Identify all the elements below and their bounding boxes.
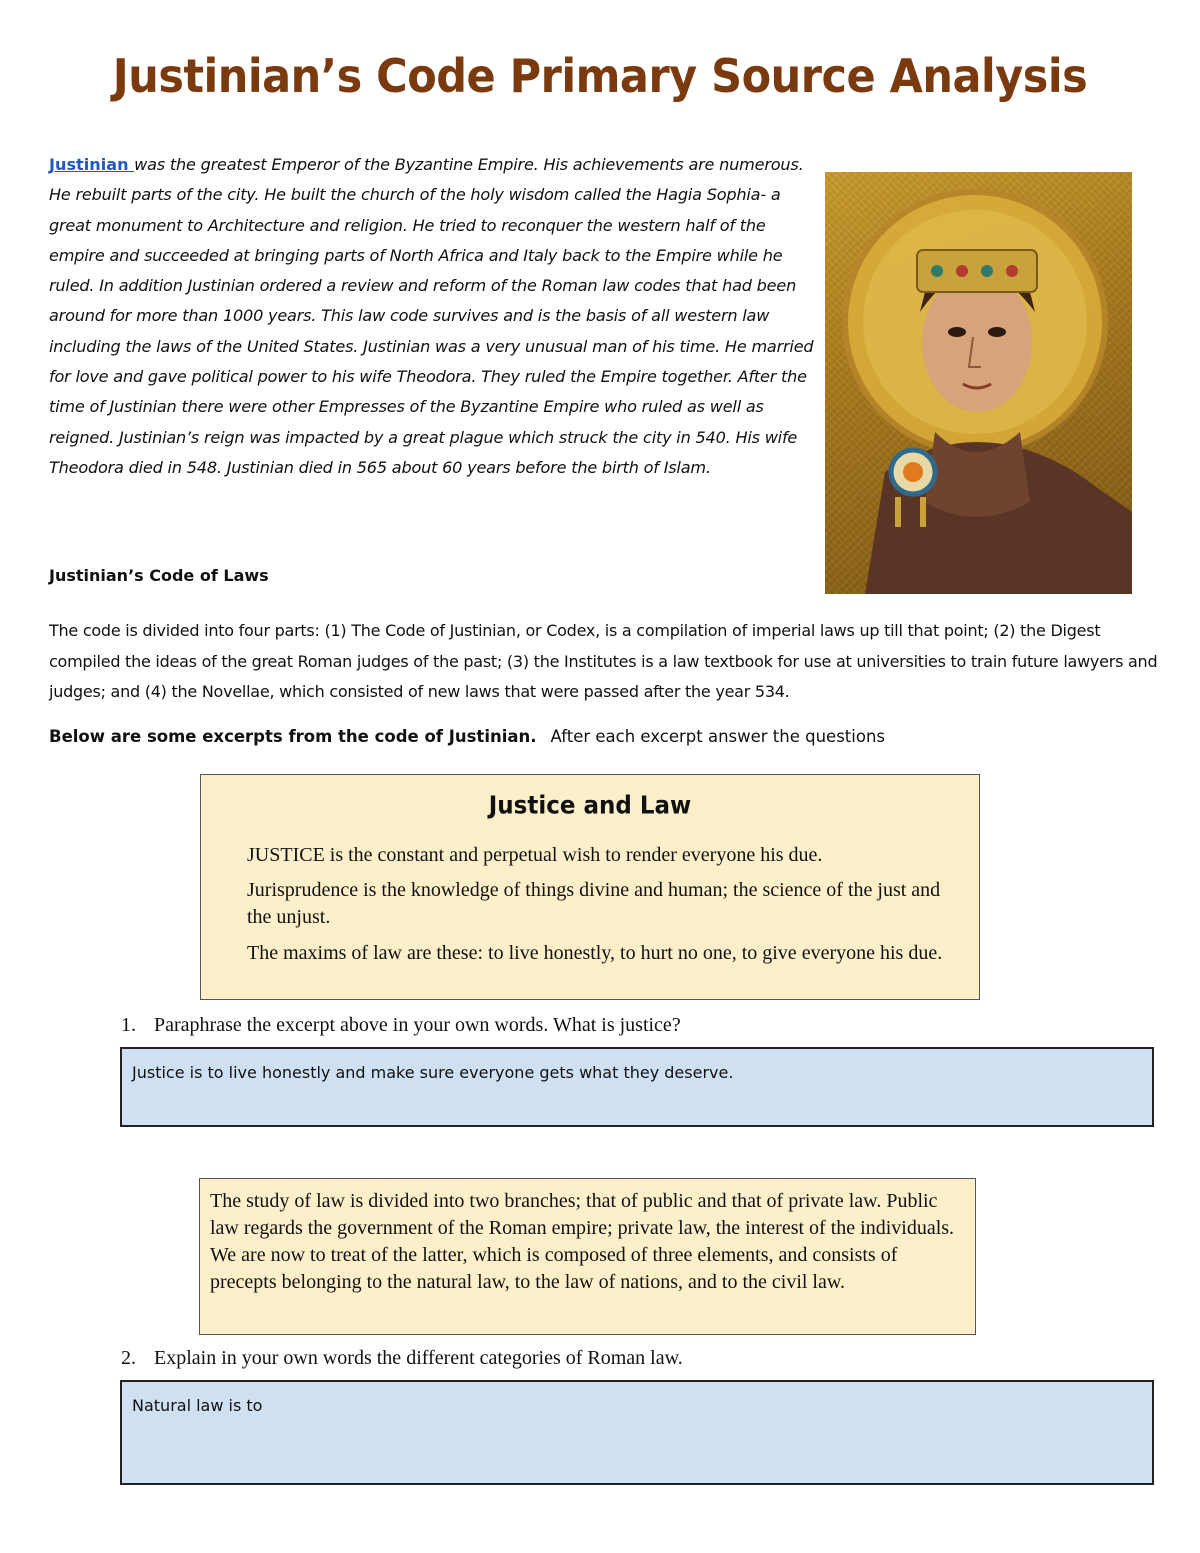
question-number: 2. (121, 1347, 136, 1369)
question-2 (121, 1347, 683, 1370)
excerpt-line: The maxims of law are these: to live honestly, to hurt no one, to give everyone his due. (247, 942, 943, 964)
answer-2-field[interactable] (120, 1380, 1154, 1485)
question-text: Paraphrase the excerpt above in your own words. What is justice? (154, 1014, 681, 1036)
question-1 (121, 1014, 681, 1037)
excerpt-title: Justice and Law (488, 791, 692, 821)
answer-1-field[interactable] (120, 1047, 1154, 1127)
excerpts-instructions (49, 727, 885, 746)
question-number: 1. (121, 1014, 136, 1036)
code-of-laws-paragraph: The code is divided into four parts: (1) The Code of Justinian, or Codex, is a compilation of imperial laws up till that point; (2) the Digest compiled the ideas of the great Roman judges of the past; (3) the Institutes is a law textbook for use at universities to train future lawyers and judges; and (4) the Novellae, which consisted of new laws that were passed after the year 534. (49, 621, 1158, 701)
excerpt-public-private-law: The study of law is divided into two branches; that of public and that of private law. Public law regards the government of the Roman empire; private law, the interest of the individuals. We are now to treat of the latter, which is composed of three elements, and consists of precepts belonging to the natural law, to the law of nations, and to the civil law. (199, 1178, 976, 1335)
code-of-laws-heading: Justinian’s Code of Laws (49, 566, 269, 585)
justinian-mosaic-image (825, 172, 1132, 594)
excerpts-intro-normal: After each excerpt answer the questions (550, 727, 886, 746)
excerpt-line: Jurisprudence is the knowledge of things divine and human; the science of the just and the unjust. (247, 879, 941, 928)
question-text: Explain in your own words the different categories of Roman law. (154, 1347, 683, 1369)
page-title: Justinian’s Code Primary Source Analysis (112, 50, 1088, 104)
justinian-link[interactable]: Justinian (49, 155, 135, 174)
excerpt-justice-and-law (200, 774, 980, 1000)
intro-text: was the greatest Emperor of the Byzantine Empire. His achievements are numerous. He rebuilt parts of the city. He built the church of the holy wisdom called the Hagia Sophia- a great monument to Architecture and religion. He tried to reconquer the western half of the empire and succeeded at bringing parts of North Africa and Italy back to the Empire while he ruled. In addition Justinian ordered a review and reform of the Roman law codes that had been around for more than 1000 years. This law code survives and is the basis of all western law including the laws of the United States. Justinian was a very unusual man of his time. He married for love and gave political power to his wife Theodora. They ruled the Empire together. After the time of Justinian there were other Empresses of the Byzantine Empire who ruled as well as reigned. Justinian’s reign was impacted by a great plague which struck the city in 540. His wife Theodora died in 548. Justinian died in 565 about 60 years before the birth of Islam. (49, 155, 814, 477)
intro-paragraph (49, 150, 814, 483)
excerpt-line: JUSTICE is the constant and perpetual wish to render everyone his due. (247, 844, 823, 866)
answer-2-text: Natural law is to (132, 1396, 263, 1415)
mosaic-portrait-illustration (825, 172, 1132, 594)
excerpts-intro-bold: Below are some excerpts from the code of Justinian. (49, 727, 537, 746)
answer-1-text: Justice is to live honestly and make sure everyone gets what they deserve. (132, 1063, 734, 1082)
